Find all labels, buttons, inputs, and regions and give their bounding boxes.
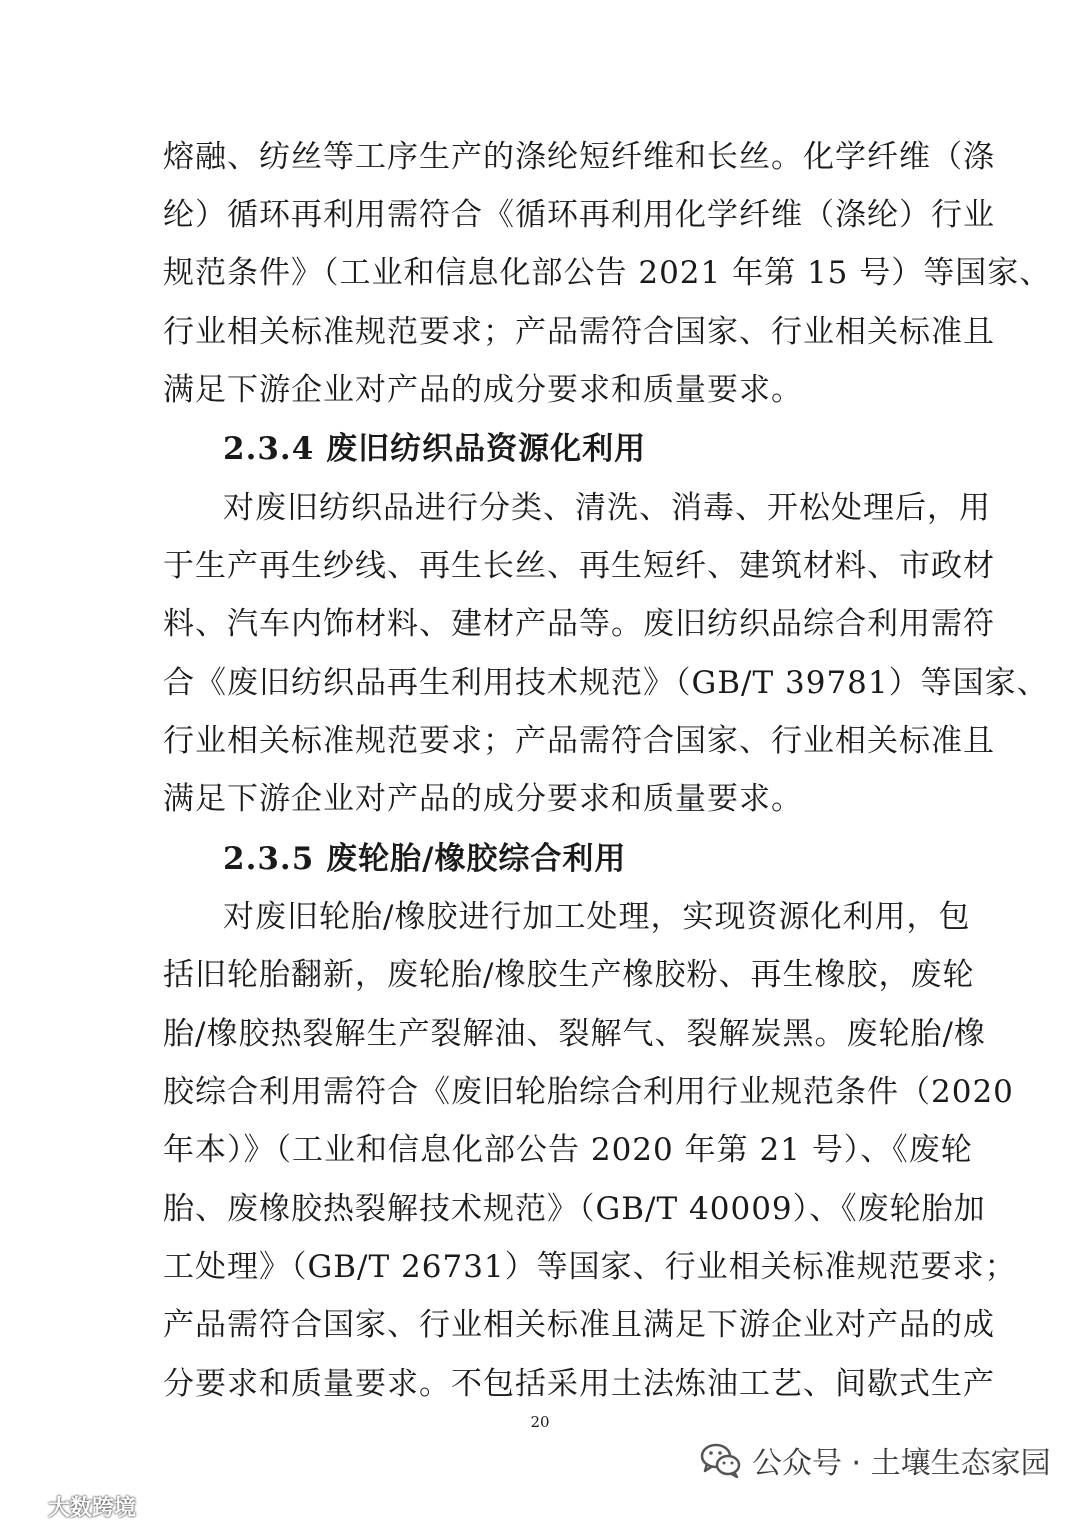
body-line: 满足下游企业对产品的成分要求和质量要求。 <box>163 781 803 817</box>
body-line: 行业相关标准规范要求；产品需符合国家、行业相关标准且 <box>163 314 995 350</box>
body-line: 年本）》（工业和信息化部公告 2020 年第 21 号）、《废轮 <box>163 1132 973 1168</box>
body-line: 料、汽车内饰材料、建材产品等。废旧纺织品综合利用需符 <box>163 606 995 642</box>
body-line: 胎、废橡胶热裂解技术规范》（GB/T 40009）、《废轮胎加 <box>163 1191 986 1227</box>
body-line: 熔融、纺丝等工序生产的涤纶短纤维和长丝。化学纤维（涤 <box>163 139 995 175</box>
body-line: 纶）循环再利用需符合《循环再利用化学纤维（涤纶）行业 <box>163 197 995 233</box>
body-line: 胎/橡胶热裂解生产裂解油、裂解气、裂解炭黑。废轮胎/橡 <box>163 1016 986 1052</box>
wechat-icon <box>700 1442 742 1478</box>
weibo-watermark-text: 大数跨境 <box>48 1495 137 1521</box>
section-heading-2-3-5: 2.3.5 废轮胎/橡胶综合利用 <box>223 841 627 877</box>
body-line: 满足下游企业对产品的成分要求和质量要求。 <box>163 372 803 408</box>
body-line: 于生产再生纱线、再生长丝、再生短纤、建筑材料、市政材 <box>163 548 995 584</box>
weibo-watermark <box>6 1490 136 1522</box>
body-line: 合《废旧纺织品再生利用技术规范》（GB/T 39781）等国家、 <box>163 665 1049 701</box>
wechat-watermark <box>700 1438 1051 1482</box>
body-line: 分要求和质量要求。不包括采用土法炼油工艺、间歇式生产 <box>163 1366 995 1402</box>
body-line: 胶综合利用需符合《废旧轮胎综合利用行业规范条件（2020 <box>163 1074 1014 1110</box>
body-line: 规范条件》（工业和信息化部公告 2021 年第 15 号）等国家、 <box>163 255 1052 291</box>
body-line: 工处理》（GB/T 26731）等国家、行业相关标准规范要求； <box>163 1249 1017 1285</box>
body-line: 括旧轮胎翻新，废轮胎/橡胶生产橡胶粉、再生橡胶，废轮 <box>163 957 975 993</box>
wechat-watermark-text: 公众号 · 土壤生态家园 <box>752 1446 1051 1481</box>
page-number: 20 <box>530 1413 550 1431</box>
body-line: 对废旧轮胎/橡胶进行加工处理，实现资源化利用，包 <box>223 899 971 935</box>
body-line: 对废旧纺织品进行分类、清洗、消毒、开松处理后，用 <box>223 490 991 526</box>
body-line: 行业相关标准规范要求；产品需符合国家、行业相关标准且 <box>163 723 995 759</box>
section-heading-2-3-4: 2.3.4 废旧纺织品资源化利用 <box>223 431 647 467</box>
weibo-icon <box>6 1493 42 1519</box>
body-line: 产品需符合国家、行业相关标准且满足下游企业对产品的成 <box>163 1307 995 1343</box>
